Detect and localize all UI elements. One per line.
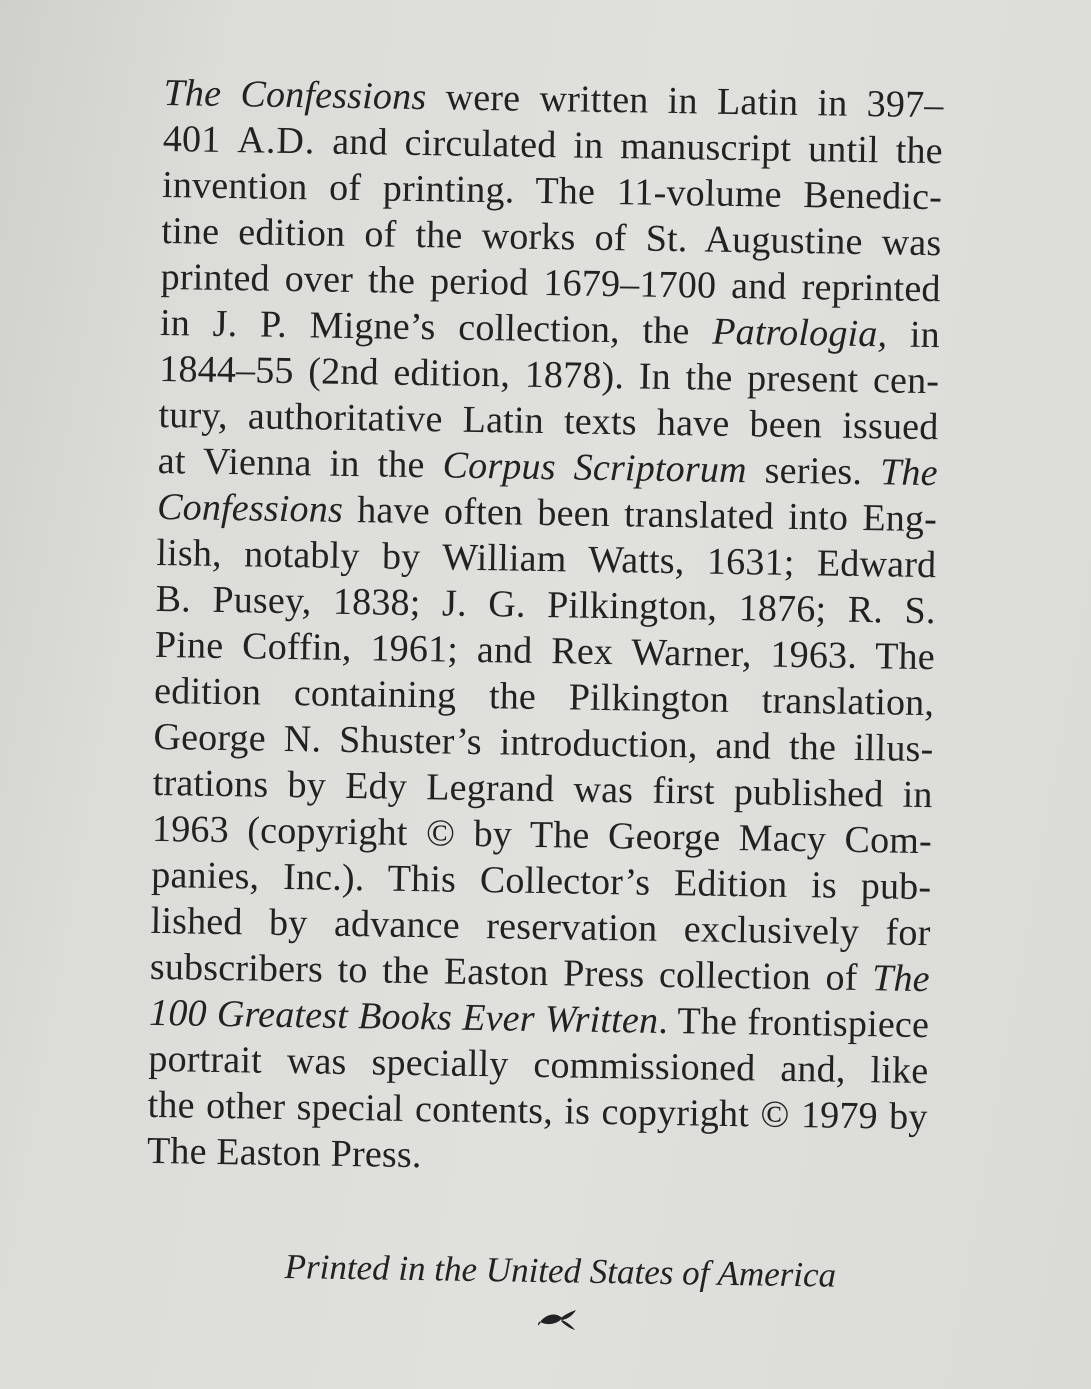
text-run: portrait was specially commissioned and, like: [148, 1037, 929, 1093]
italic-title: The: [871, 957, 931, 1001]
text-run: edition containing the Pilkington translation,: [153, 669, 935, 725]
italic-title: The: [879, 451, 939, 495]
colophon-text: [147, 70, 944, 1186]
text-run: printed over the period 1679–1700 and reprinted: [160, 255, 941, 311]
text-run: subscribers to the Easton Press collection of: [149, 945, 873, 1000]
italic-title: Confessions: [156, 485, 344, 531]
text-run: 401: [162, 117, 238, 162]
text-run: at Vienna in the: [157, 439, 443, 487]
text-run: lished by advance reservation exclusively for: [150, 899, 931, 955]
text-run: The Easton Press.: [146, 1129, 422, 1177]
printed-in-imprint: Printed in the United States of America: [284, 1246, 837, 1295]
text-run: were written in Latin in 397–: [426, 76, 944, 127]
leaf-ornament-icon: [538, 1306, 578, 1332]
text-run: invention of printing. The 11-volume Benedic-: [161, 163, 943, 219]
text-run: lish, notably by William Watts, 1631; Edward: [156, 531, 937, 587]
text-run: trations by Edy Legrand was first published in: [152, 761, 934, 817]
italic-title: The Confessions: [163, 71, 427, 119]
text-run: in J. P. Migne’s collection, the: [159, 301, 713, 353]
text-run: Pine Coffin, 1961; and Rex Warner, 1963. The: [154, 623, 936, 679]
italic-title: Patrologia,: [711, 310, 888, 356]
text-run: series.: [746, 449, 881, 494]
italic-title: Corpus Scriptorum: [442, 444, 748, 492]
text-run: . The frontispiece: [657, 999, 930, 1047]
text-run: panies, Inc.). This Collector’s Edition is pub-: [151, 853, 932, 909]
text-run: tury, authoritative Latin texts have been issued: [158, 393, 939, 449]
italic-title: 100 Greatest Books Ever Written: [148, 991, 659, 1042]
text-run: the other special contents, is copyright © 1979 by: [147, 1083, 928, 1139]
small-caps-text: A.D.: [237, 119, 316, 163]
text-run: and circulated in manuscript until the: [315, 120, 944, 173]
text-run: tine edition of the works of St. Augustine was: [161, 209, 942, 265]
text-run: in: [886, 313, 941, 357]
text-run: 1963 (copyright © by The George Macy Com-: [151, 807, 933, 863]
text-run: B. Pusey, 1838; J. G. Pilkington, 1876; R. S.: [155, 577, 936, 633]
text-run: 1844–55 (2nd edition, 1878). In the present cen-: [158, 347, 940, 403]
text-run: George N. Shuster’s introduction, and the illus-: [153, 715, 934, 771]
text-run: have often been translated into Eng-: [342, 488, 938, 541]
